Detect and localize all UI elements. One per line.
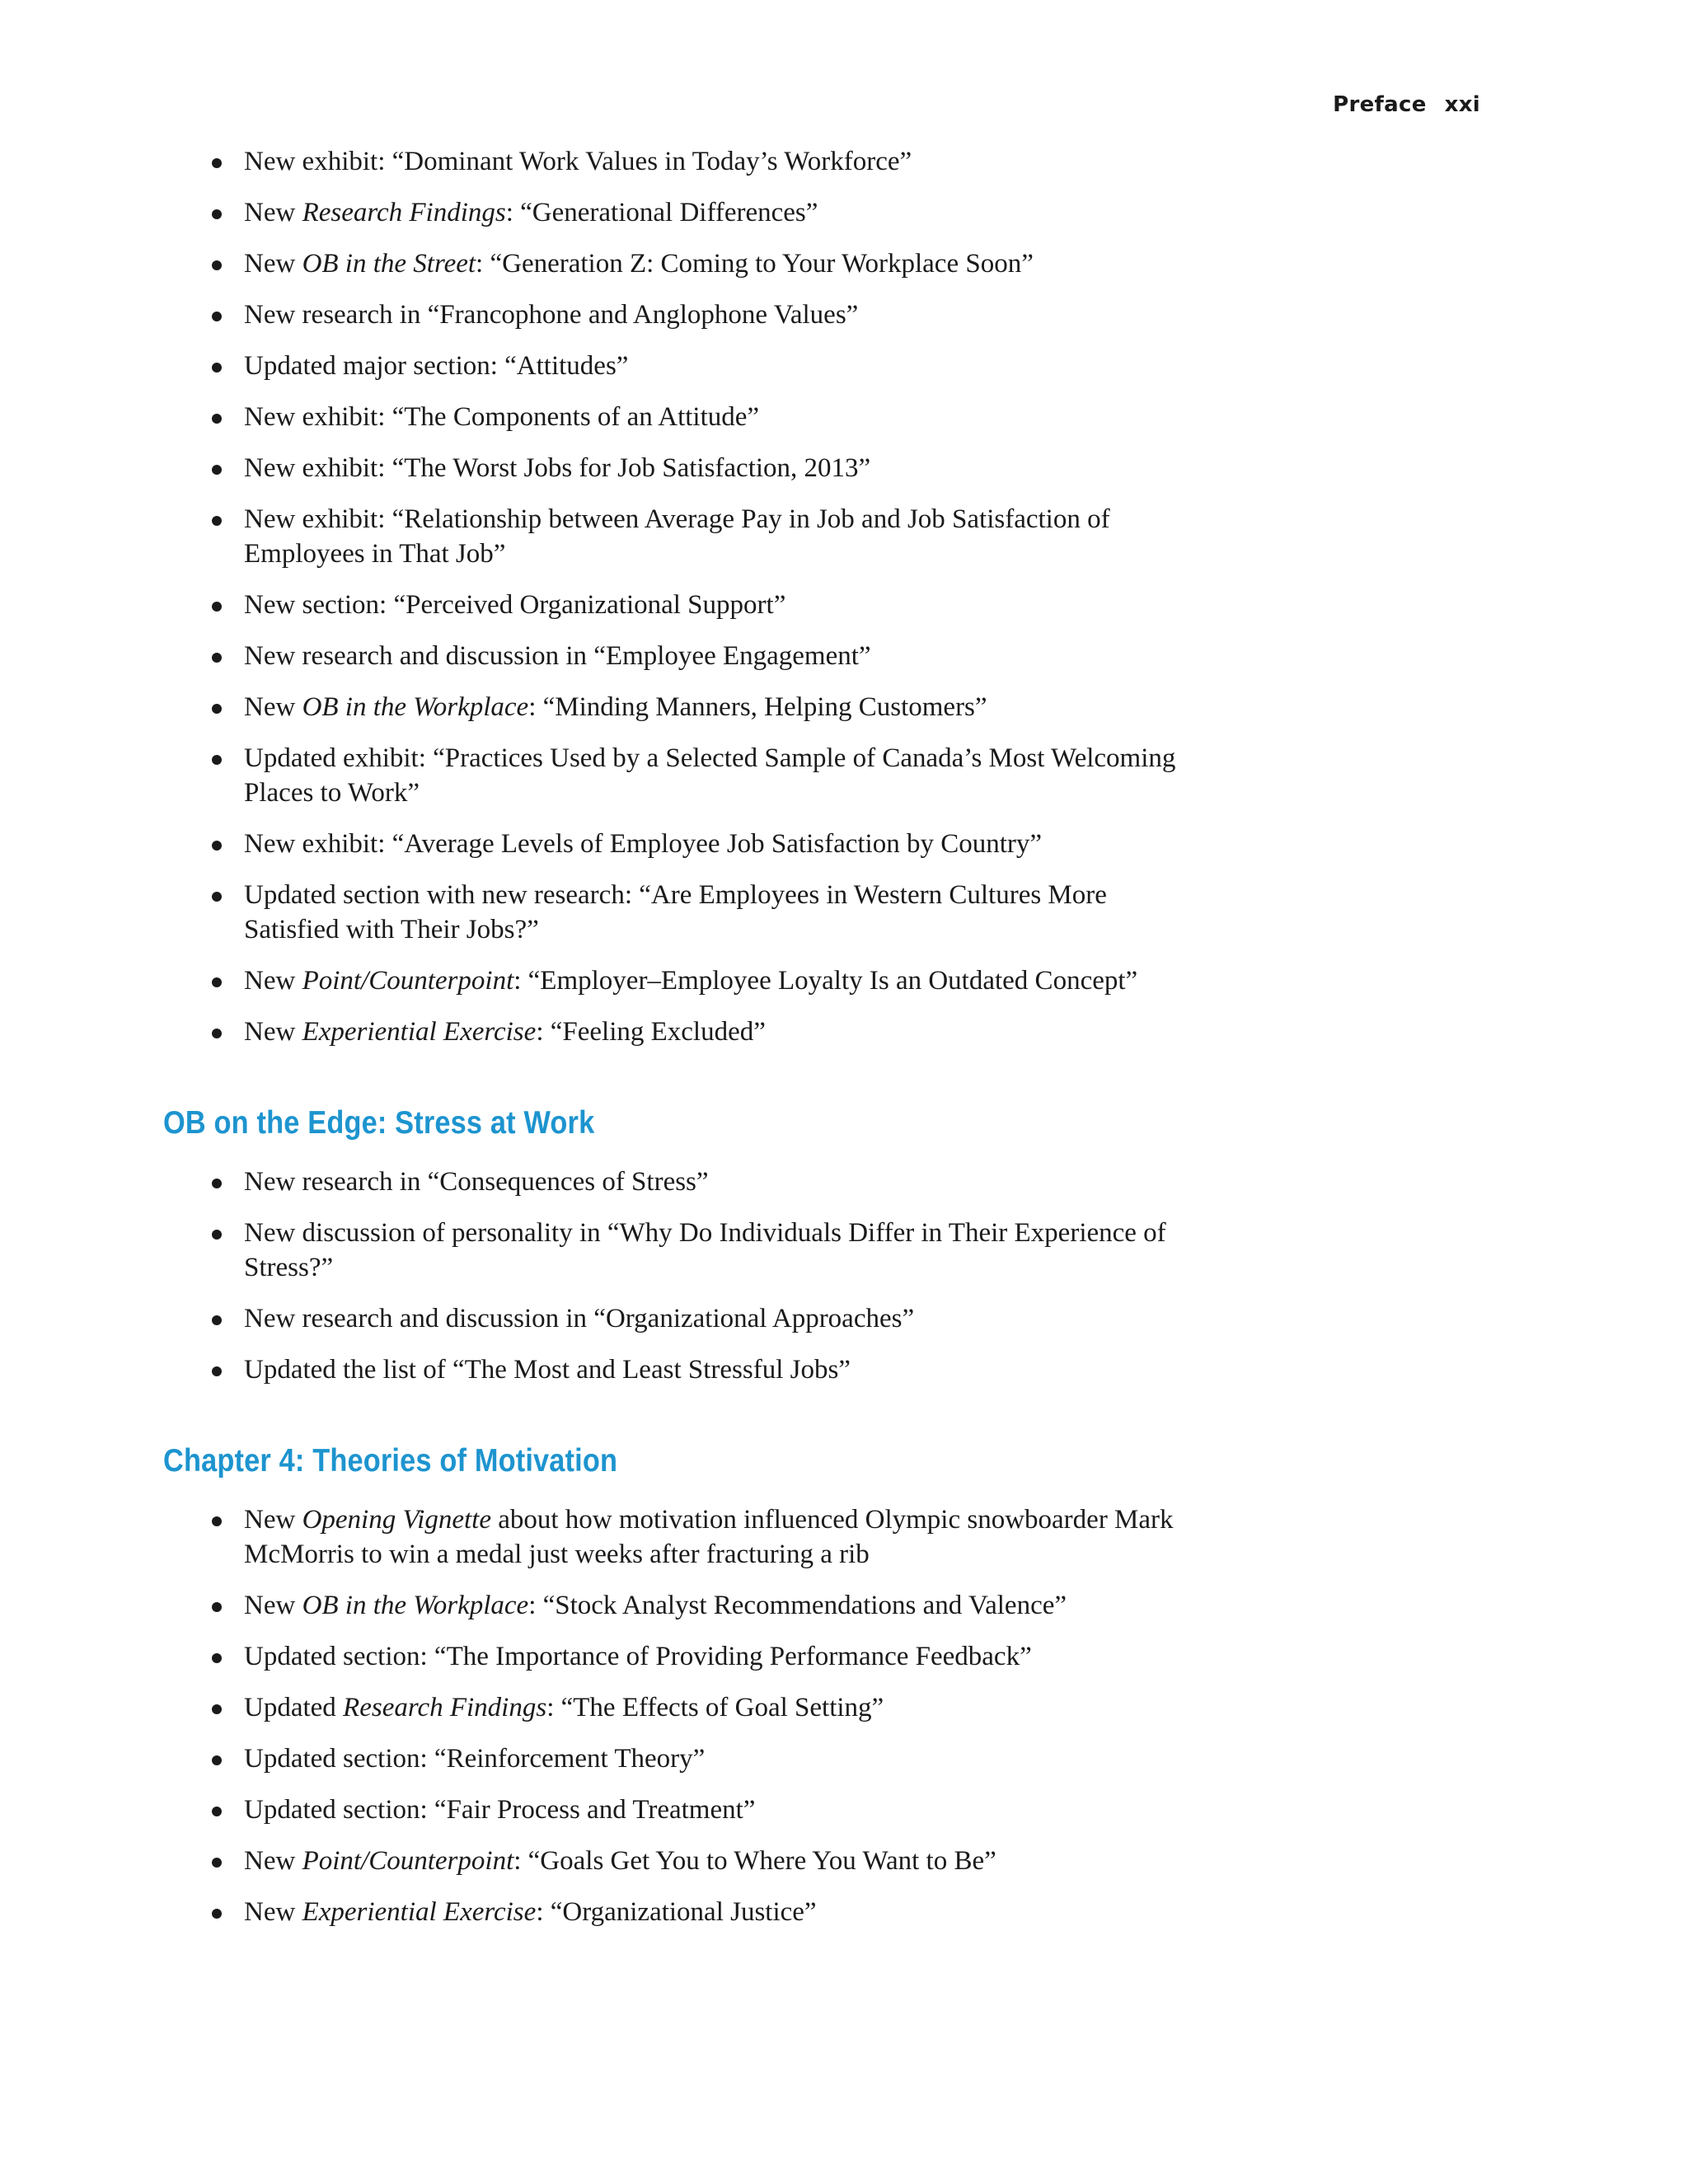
list-item-text: New bbox=[244, 692, 302, 722]
bullet-list-motivation bbox=[163, 1502, 1185, 1929]
bullet-icon bbox=[212, 158, 222, 168]
list-item-feature-name: Experiential Exercise bbox=[302, 1017, 537, 1047]
bullet-icon bbox=[212, 1858, 222, 1868]
bullet-icon bbox=[212, 312, 222, 321]
bullet-icon bbox=[212, 260, 222, 270]
list-item-text-continued: : “Employer–Employee Loyalty Is an Outdated Concept” bbox=[513, 966, 1138, 996]
list-item-feature-name: Research Findings bbox=[302, 198, 506, 227]
list-item-feature-name: Experiential Exercise bbox=[302, 1897, 537, 1927]
list-item-text-continued: : “Organizational Justice” bbox=[536, 1897, 817, 1927]
list-item-text: New discussion of personality in “Why Do Individuals Differ in Their Experience of Stress?” bbox=[244, 1218, 1166, 1282]
page-number: xxi bbox=[1444, 92, 1480, 117]
list-item bbox=[163, 690, 1185, 724]
list-item bbox=[163, 1588, 1185, 1623]
list-item-text: New research in “Francophone and Anglophone Values” bbox=[244, 300, 859, 330]
list-item bbox=[163, 878, 1185, 947]
bullet-icon bbox=[212, 1516, 222, 1526]
list-item bbox=[163, 502, 1185, 571]
list-item bbox=[163, 349, 1185, 383]
list-item-feature-name: OB in the Street bbox=[302, 249, 476, 279]
list-item-text: New research in “Consequences of Stress” bbox=[244, 1167, 709, 1197]
list-item-feature-name: Research Findings bbox=[343, 1693, 547, 1722]
list-item bbox=[163, 1741, 1185, 1776]
bullet-list-values-attitudes bbox=[163, 144, 1185, 1049]
bullet-icon bbox=[212, 1602, 222, 1612]
list-item bbox=[163, 195, 1185, 230]
list-item bbox=[163, 400, 1185, 434]
list-item bbox=[163, 1165, 1185, 1199]
list-item bbox=[163, 451, 1185, 485]
bullet-icon bbox=[212, 977, 222, 987]
bullet-icon bbox=[212, 1704, 222, 1714]
bullet-icon bbox=[212, 1366, 222, 1376]
section-heading-stress: OB on the Edge: Stress at Work bbox=[163, 1105, 595, 1141]
bullet-icon bbox=[212, 465, 222, 475]
list-item-text: Updated major section: “Attitudes” bbox=[244, 351, 629, 381]
list-item bbox=[163, 298, 1185, 332]
bullet-icon bbox=[212, 209, 222, 219]
list-item-text: Updated the list of “The Most and Least Stressful Jobs” bbox=[244, 1355, 851, 1385]
list-item-feature-name: Point/Counterpoint bbox=[302, 1846, 514, 1876]
bullet-icon bbox=[212, 516, 222, 526]
list-item-text: New bbox=[244, 198, 302, 227]
bullet-icon bbox=[212, 1653, 222, 1663]
list-item-text: Updated section: “Reinforcement Theory” bbox=[244, 1744, 706, 1774]
list-item bbox=[163, 1216, 1185, 1285]
list-item-text-continued: : “Stock Analyst Recommendations and Valence” bbox=[528, 1591, 1067, 1620]
list-item-text: New research and discussion in “Organizational Approaches” bbox=[244, 1304, 915, 1333]
bullet-icon bbox=[212, 1909, 222, 1919]
bullet-list-stress bbox=[163, 1165, 1185, 1387]
list-item bbox=[163, 144, 1185, 179]
list-item bbox=[163, 741, 1185, 810]
list-item-text-continued: : “Goals Get You to Where You Want to Be” bbox=[513, 1846, 996, 1876]
list-item bbox=[163, 588, 1185, 622]
list-item-text: New exhibit: “Relationship between Average Pay in Job and Job Satisfaction of Employees in That Job” bbox=[244, 504, 1110, 569]
bullet-icon bbox=[212, 653, 222, 663]
bullet-icon bbox=[212, 755, 222, 765]
running-head-label: Preface bbox=[1333, 92, 1427, 117]
list-item-feature-name: Opening Vignette bbox=[302, 1505, 491, 1535]
list-item-text: New bbox=[244, 1897, 302, 1927]
list-item-text-continued: : “The Effects of Goal Setting” bbox=[546, 1693, 884, 1722]
bullet-icon bbox=[212, 1807, 222, 1816]
list-item bbox=[163, 246, 1185, 281]
bullet-icon bbox=[212, 1230, 222, 1240]
list-item-text: Updated section: “Fair Process and Treatment” bbox=[244, 1795, 756, 1825]
bullet-icon bbox=[212, 602, 222, 612]
bullet-icon bbox=[212, 892, 222, 902]
list-item-text: Updated bbox=[244, 1693, 344, 1722]
list-item-text: New research and discussion in “Employee Engagement” bbox=[244, 641, 871, 671]
list-item bbox=[163, 1352, 1185, 1387]
list-item-text: New bbox=[244, 1017, 302, 1047]
bullet-icon bbox=[212, 1029, 222, 1038]
list-item-text: New bbox=[244, 1846, 302, 1876]
list-item bbox=[163, 1844, 1185, 1878]
list-item-text-continued: : “Generation Z: Coming to Your Workplace Soon” bbox=[476, 249, 1034, 279]
list-item-text: New exhibit: “The Worst Jobs for Job Satisfaction, 2013” bbox=[244, 453, 871, 483]
list-item bbox=[163, 963, 1185, 998]
running-head bbox=[1333, 92, 1480, 117]
list-item bbox=[163, 1301, 1185, 1336]
list-item-text-continued: : “Generational Differences” bbox=[505, 198, 818, 227]
list-item bbox=[163, 1502, 1185, 1572]
list-item-text: Updated exhibit: “Practices Used by a Selected Sample of Canada’s Most Welcoming Places to Work” bbox=[244, 743, 1176, 808]
list-item-text-continued: : “Feeling Excluded” bbox=[536, 1017, 766, 1047]
list-item bbox=[163, 827, 1185, 861]
list-item-text-continued: : “Minding Manners, Helping Customers” bbox=[528, 692, 987, 722]
list-item-text: New section: “Perceived Organizational Support” bbox=[244, 590, 786, 620]
bullet-icon bbox=[212, 363, 222, 373]
bullet-icon bbox=[212, 704, 222, 714]
list-item-text: New exhibit: “Average Levels of Employee Job Satisfaction by Country” bbox=[244, 829, 1043, 859]
list-item bbox=[163, 1015, 1185, 1049]
list-item-feature-name: OB in the Workplace bbox=[302, 1591, 529, 1620]
list-item bbox=[163, 1895, 1185, 1929]
list-item-text: New bbox=[244, 966, 302, 996]
list-item bbox=[163, 1690, 1185, 1725]
list-item-feature-name: OB in the Workplace bbox=[302, 692, 529, 722]
list-item-text: New exhibit: “The Components of an Attitude” bbox=[244, 402, 760, 432]
bullet-icon bbox=[212, 841, 222, 851]
bullet-icon bbox=[212, 1315, 222, 1325]
list-item-text: New bbox=[244, 1591, 302, 1620]
bullet-icon bbox=[212, 1755, 222, 1765]
list-item bbox=[163, 1639, 1185, 1674]
list-item-text: Updated section with new research: “Are Employees in Western Cultures More Satisfied with Their Jobs?” bbox=[244, 880, 1107, 944]
list-item-text: New bbox=[244, 249, 302, 279]
page-content bbox=[163, 144, 1185, 1946]
list-item-feature-name: Point/Counterpoint bbox=[302, 966, 514, 996]
list-item bbox=[163, 639, 1185, 673]
list-item bbox=[163, 1793, 1185, 1827]
list-item-text: New exhibit: “Dominant Work Values in Today’s Workforce” bbox=[244, 147, 912, 176]
list-item-text-continued: about how motivation influenced Olympic snowboarder Mark McMorris to win a medal just weeks after fracturing a rib bbox=[244, 1505, 1174, 1569]
bullet-icon bbox=[212, 1179, 222, 1188]
list-item-text: New bbox=[244, 1505, 302, 1535]
section-heading-motivation: Chapter 4: Theories of Motivation bbox=[163, 1443, 618, 1479]
list-item-text: Updated section: “The Importance of Providing Performance Feedback” bbox=[244, 1642, 1032, 1671]
bullet-icon bbox=[212, 414, 222, 424]
